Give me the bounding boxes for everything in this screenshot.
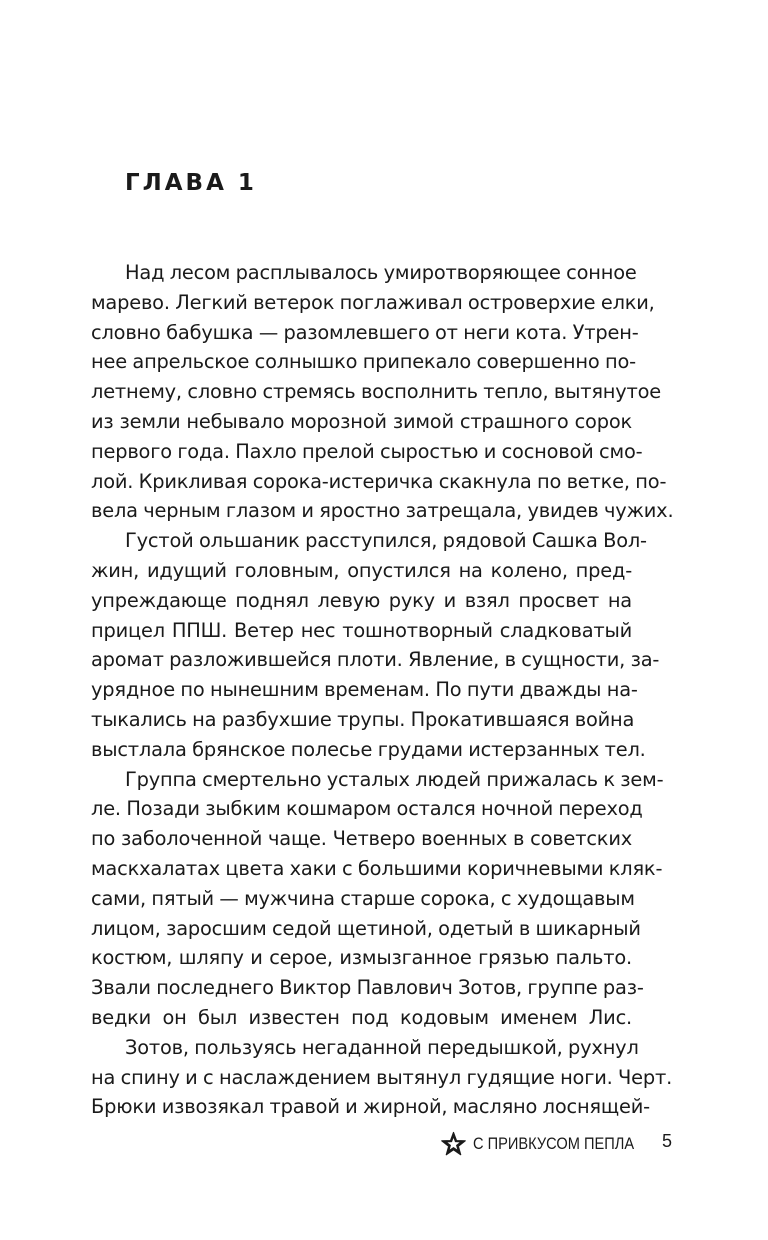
text-line: аромат разложившейся плоти. Явление, в сущности, за- — [91, 648, 660, 672]
text-line: ведки он был известен под кодовым именем Лис. — [91, 1005, 632, 1029]
text-line: на спину и с наслаждением вытянул гудящие ноги. Черт. — [91, 1065, 673, 1089]
text-line: упреждающе поднял левую руку и взял просвет на — [91, 588, 632, 612]
text-line: словно бабушка — разомлевшего от неги кота. Утрен- — [91, 320, 639, 344]
text-line: ле. Позади зыбким кошмаром остался ночной переход — [91, 797, 643, 821]
text-line: летнему, словно стремясь восполнить тепло, вытянутое — [91, 380, 662, 404]
text-line: жин, идущий головным, опустился на колено, пред- — [91, 558, 632, 582]
text-line: Группа смертельно усталых людей прижалась к зем- — [125, 767, 664, 791]
chapter-title: ГЛАВА 1 — [125, 170, 257, 196]
text-line: марево. Легкий ветерок поглаживал островерхие елки, — [91, 290, 655, 314]
book-title: С ПРИВКУСОМ ПЕПЛА — [473, 1134, 635, 1153]
text-line: Брюки извозякал травой и жирной, масляно лоснящей- — [91, 1095, 650, 1119]
running-footer — [440, 1129, 660, 1159]
text-line: прицел ППШ. Ветер нес тошнотворный сладковатый — [91, 618, 632, 642]
text-line: лой. Крикливая сорока-истеричка скакнула по ветке, по- — [91, 469, 667, 493]
text-line: маскхалатах цвета хаки с большими коричневыми кляк- — [91, 856, 663, 880]
text-line: сами, пятый — мужчина старше сорока, с худощавым — [91, 886, 635, 910]
text-line: нее апрельское солнышко припекало совершенно по- — [91, 350, 636, 374]
star-icon — [440, 1131, 467, 1158]
text-line: Над лесом расплывалось умиротворяющее сонное — [125, 261, 637, 284]
text-line: Густой ольшаник расступился, рядовой Сашка Вол- — [125, 529, 647, 553]
text-line: по заболоченной чаще. Четверо военных в советских — [91, 827, 632, 851]
text-line: тыкались на разбухшие трупы. Прокатившаяся война — [91, 707, 635, 731]
text-line: урядное по нынешним временам. По пути дважды на- — [91, 678, 638, 702]
text-line: Зотов, пользуясь негаданной передышкой, рухнул — [125, 1035, 639, 1059]
text-line: вела черным глазом и яростно затрещала, увидев чужих. — [91, 499, 674, 523]
body-text — [91, 258, 674, 1122]
text-line: лицом, заросшим седой щетиной, одетый в шикарный — [91, 916, 641, 940]
text-line: из земли небывало морозной зимой страшного сорок — [91, 409, 632, 433]
text-line: костюм, шляпу и серое, измызганное грязью пальто. — [91, 946, 632, 970]
text-line: Звали последнего Виктор Павлович Зотов, группе раз- — [91, 976, 644, 1000]
text-line: выстлала брянское полесье грудами истерзанных тел. — [91, 737, 646, 761]
page-number: 5 — [662, 1131, 673, 1151]
text-line: первого года. Пахло прелой сыростью и сосновой смо- — [91, 439, 643, 463]
